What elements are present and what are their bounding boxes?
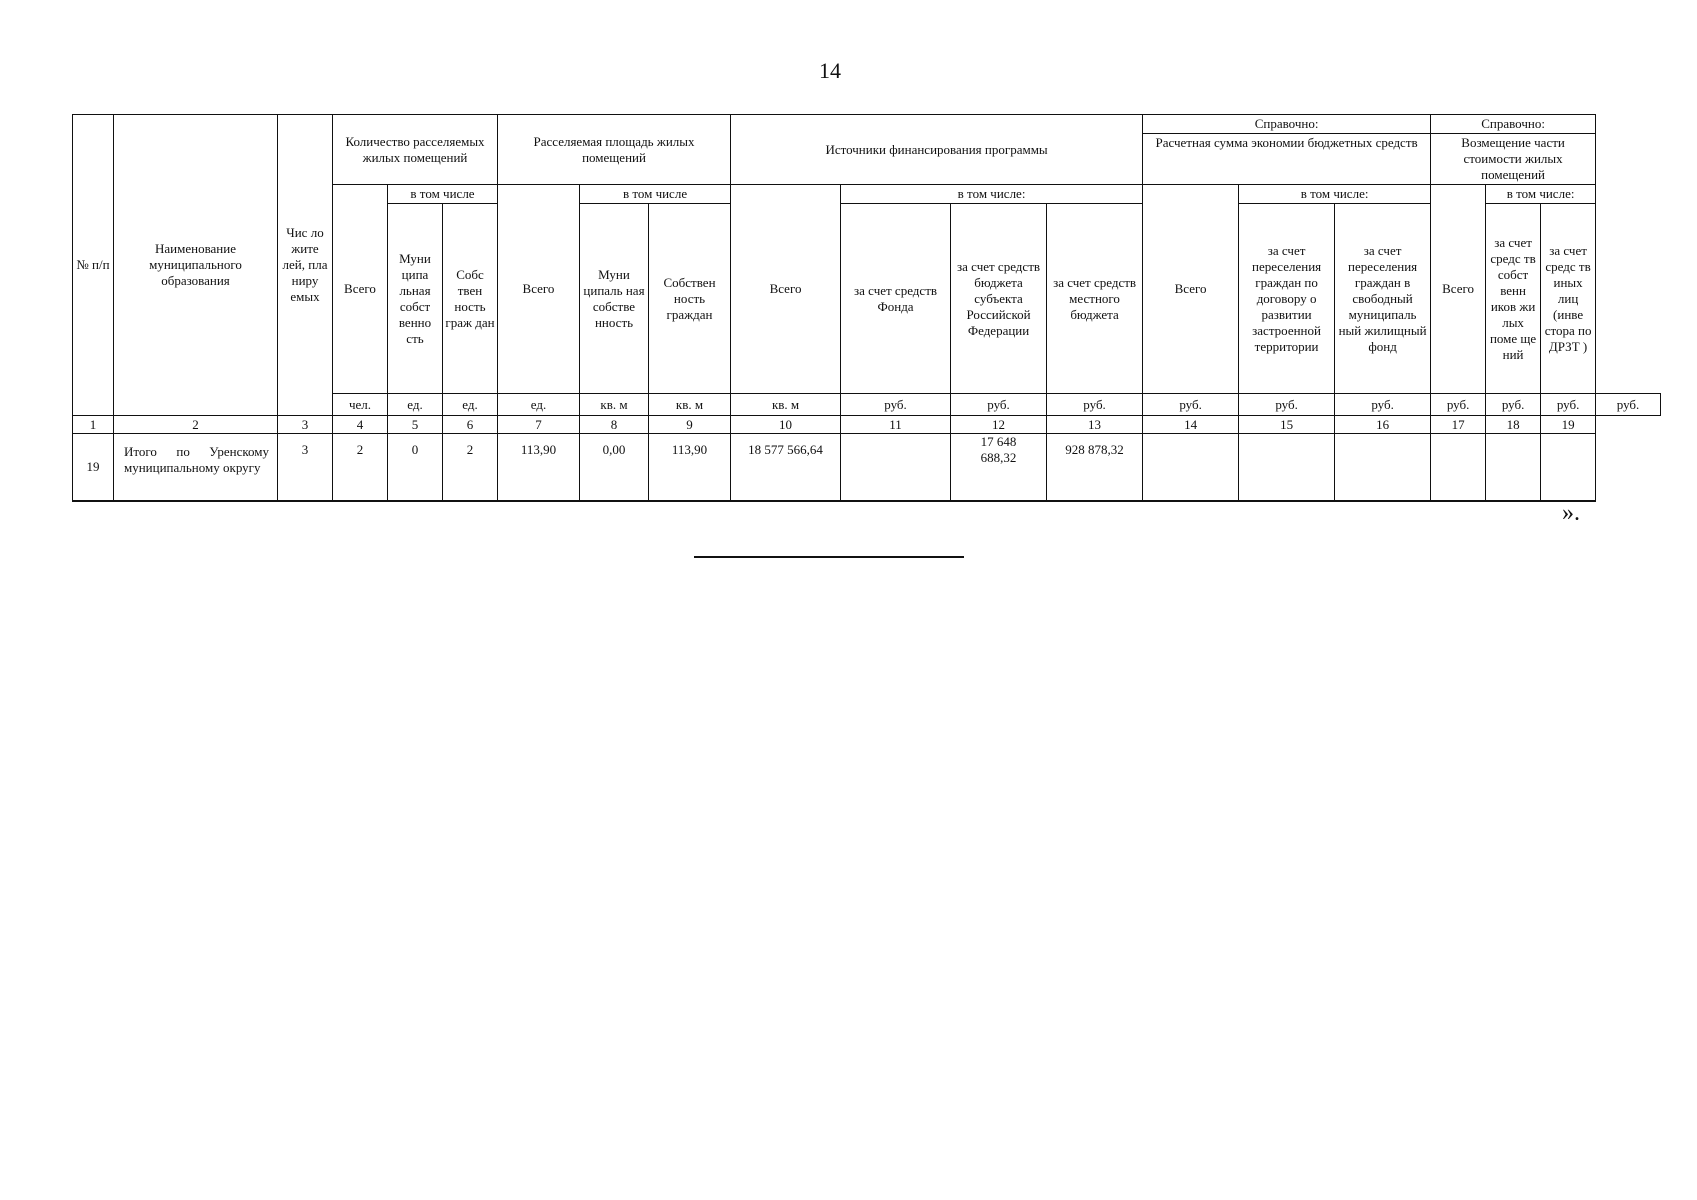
header-ref2-group: Возмещение части стоимости жилых помещений	[1431, 134, 1596, 185]
column-number: 16	[1335, 416, 1431, 434]
column-number: 2	[114, 416, 278, 434]
unit-cell: кв. м	[580, 394, 649, 416]
header-ref1-group: Расчетная сумма экономии бюджетных средств	[1143, 134, 1431, 185]
header-count-municipal: Муни ципа льная собст венно сть	[388, 204, 443, 394]
cell-ref1-development	[1239, 434, 1335, 502]
resettlement-table	[72, 114, 1661, 502]
header-finance-group: Источники финансирования программы	[731, 115, 1143, 185]
column-number: 6	[443, 416, 498, 434]
name-line-2: муниципальному округу	[124, 460, 261, 475]
header-area-private: Собствен ность граждан	[649, 204, 731, 394]
cell-count-municipal: 0	[388, 434, 443, 502]
header-fin-fund: за счет средств Фонда	[841, 204, 951, 394]
cell-fin-subject	[951, 434, 1047, 502]
header-count-total: Всего	[333, 185, 388, 394]
unit-cell: руб.	[1431, 394, 1486, 416]
cell-ref2-owners	[1486, 434, 1541, 502]
column-number: 11	[841, 416, 951, 434]
header-residents: Чис ло жите лей, пла ниру емых	[278, 115, 333, 416]
header-area-group: Расселяемая площадь жилых помещений	[498, 115, 731, 185]
cell-count-private: 2	[443, 434, 498, 502]
column-number: 19	[1541, 416, 1596, 434]
header-area-incl: в том числе	[580, 185, 731, 204]
column-number: 18	[1486, 416, 1541, 434]
unit-cell: руб.	[841, 394, 951, 416]
closing-quote-mark: ».	[1562, 500, 1580, 526]
column-number: 10	[731, 416, 841, 434]
unit-cell: руб.	[1047, 394, 1143, 416]
header-fin-total: Всего	[731, 185, 841, 394]
unit-cell: руб.	[1486, 394, 1541, 416]
cell-area-total: 113,90	[498, 434, 580, 502]
cell-area-municipal: 0,00	[580, 434, 649, 502]
unit-cell: руб.	[1239, 394, 1335, 416]
column-number: 7	[498, 416, 580, 434]
cell-ref1-free-fund	[1335, 434, 1431, 502]
cell-fin-fund	[841, 434, 951, 502]
header-ref1-total: Всего	[1143, 185, 1239, 394]
header-name: Наименование муниципального образования	[114, 115, 278, 416]
cell-fin-local: 928 878,32	[1047, 434, 1143, 502]
header-area-total: Всего	[498, 185, 580, 394]
unit-cell: чел.	[333, 394, 388, 416]
header-count-private: Собс твен ность граж дан	[443, 204, 498, 394]
cell-row-no: 19	[73, 434, 114, 502]
header-fin-local: за счет средств местного бюджета	[1047, 204, 1143, 394]
column-number: 13	[1047, 416, 1143, 434]
cell-fin-total: 18 577 566,64	[731, 434, 841, 502]
header-ref2-others: за счет средс тв иных лиц (инве стора по ДРЗТ )	[1541, 204, 1596, 394]
fin-subject-line-1: 17 648	[980, 434, 1017, 449]
column-number: 12	[951, 416, 1047, 434]
unit-cell: кв. м	[731, 394, 841, 416]
column-number: 5	[388, 416, 443, 434]
header-ref2-total: Всего	[1431, 185, 1486, 394]
cell-residents: 3	[278, 434, 333, 502]
cell-ref1-total	[1143, 434, 1239, 502]
unit-cell: ед.	[498, 394, 580, 416]
header-fin-incl: в том числе:	[841, 185, 1143, 204]
page-number: 14	[819, 58, 841, 83]
header-area-municipal: Муни ципаль ная собстве нность	[580, 204, 649, 394]
unit-cell: руб.	[1596, 394, 1661, 416]
cell-ref2-total	[1431, 434, 1486, 502]
cell-ref2-others	[1541, 434, 1596, 502]
fin-subject-line-2: 688,32	[980, 450, 1017, 465]
cell-area-private: 113,90	[649, 434, 731, 502]
cell-count-total: 2	[333, 434, 388, 502]
cell-municipality-name	[114, 434, 278, 502]
table-row	[73, 434, 1661, 502]
header-ref1-development: за счет переселения граждан по договору о развитии застроенной территории	[1239, 204, 1335, 394]
header-ref2-incl: в том числе:	[1486, 185, 1596, 204]
unit-cell: руб.	[1541, 394, 1596, 416]
header-no: № п/п	[73, 115, 114, 416]
unit-cell: руб.	[951, 394, 1047, 416]
name-line-1: Итого по Уренскому	[124, 444, 269, 459]
unit-cell: руб.	[1335, 394, 1431, 416]
column-number: 8	[580, 416, 649, 434]
column-number: 17	[1431, 416, 1486, 434]
header-ref1-free-fund: за счет переселения граждан в свободный муниципаль ный жилищный фонд	[1335, 204, 1431, 394]
column-number: 4	[333, 416, 388, 434]
header-count-incl: в том числе	[388, 185, 498, 204]
end-separator-line	[694, 556, 964, 558]
unit-cell: ед.	[443, 394, 498, 416]
header-ref2-owners: за счет средс тв собст венн иков жи лых поме ще ний	[1486, 204, 1541, 394]
unit-cell: кв. м	[649, 394, 731, 416]
header-ref2-label: Справочно:	[1431, 115, 1596, 134]
header-ref1-label: Справочно:	[1143, 115, 1431, 134]
header-fin-subject: за счет средств бюджета субъекта Российской Федерации	[951, 204, 1047, 394]
column-number: 14	[1143, 416, 1239, 434]
unit-cell: ед.	[388, 394, 443, 416]
unit-cell: руб.	[1143, 394, 1239, 416]
header-ref1-incl: в том числе:	[1239, 185, 1431, 204]
header-count-group: Количество расселяемых жилых помещений	[333, 115, 498, 185]
column-number: 9	[649, 416, 731, 434]
column-number: 15	[1239, 416, 1335, 434]
column-number: 3	[278, 416, 333, 434]
column-number: 1	[73, 416, 114, 434]
